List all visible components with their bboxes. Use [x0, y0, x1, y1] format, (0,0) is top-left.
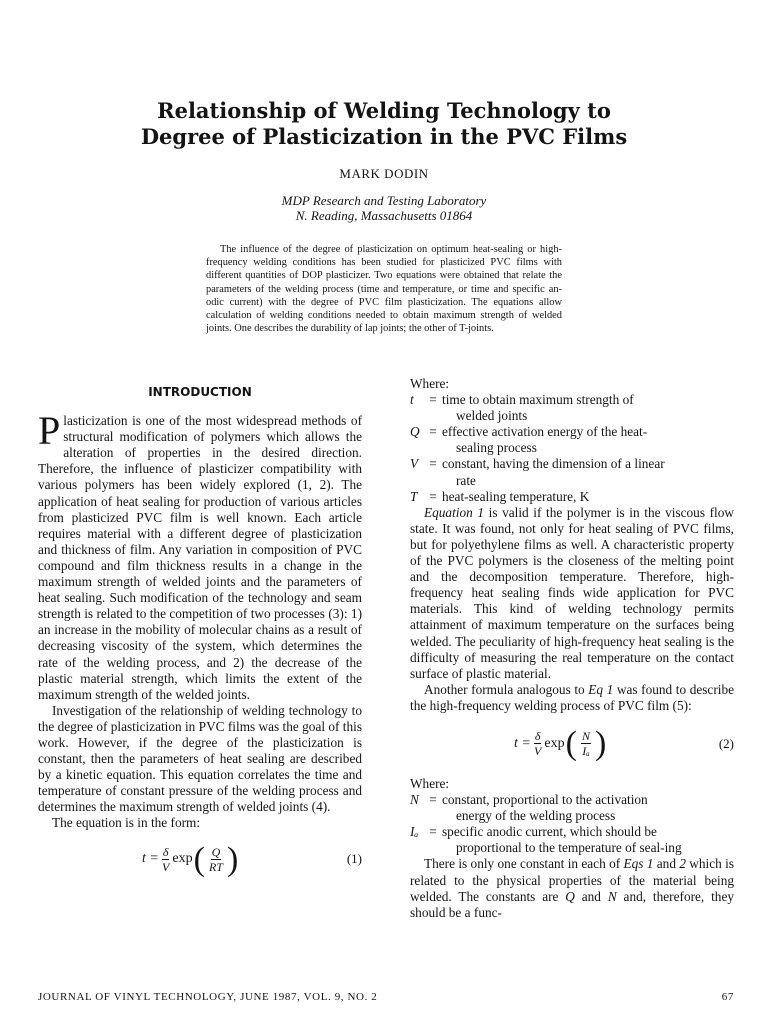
- eq2-frac-den: V: [533, 744, 542, 759]
- eq2-lhs: t =: [514, 735, 531, 751]
- intro-paragraph-3: The equation is in the form:: [52, 815, 201, 831]
- eq2-left-paren: (: [565, 724, 577, 762]
- definition-eq: =: [429, 488, 437, 504]
- definition-continuation: welded joints: [456, 408, 528, 424]
- eq1-number: (1): [346, 851, 362, 867]
- abstract-text: The influence of the degree of plasticization on optimum heat-sealing or high-frequency welding conditions has been studied for plasticized PVC films with different quantities of DOP plasticizer. Two equations were obtained that relate the parameters of the welding process (time and temperature, or time and specific an-odic current) with the degree of PVC film plasticization. The equations allow calculation of welding conditions needed to obtain maximum strength of welded joints. One describes the durability of lap joints; the other of T-joints.: [206, 244, 562, 335]
- intro-paragraph-1-text: lasticization is one of the most widespread methods of structural modification of polymers which allows the alteration of properties in the desired direction. Therefore, the influence of plasticizer compatibility with various polymers has been widely explored (1, 2). The application of heat sealing for production of various articles from plasticized PVC film is well known. Each article requires material with a different degree of plasticization and thickness of film. Any variation in composition of PVC compound and film thickness results in a change in the maximum strength of welded joints and the parameters of heat sealing. Such modification of the technology and seam strength is related to the competition of two processes (3): 1) an increase in the mobility of molecular chains as a result of decreasing viscosity of the system, which determines the rate of the welding process, and 2) the decrease of the plastic material strength, which limits the extent of the maximum strength of the welded joints.: [38, 413, 362, 702]
- definition-text: specific anodic current, which should be: [442, 824, 657, 840]
- eq1-arg-den: RT: [208, 860, 223, 875]
- rp3-b: and: [653, 856, 680, 872]
- drop-cap: P: [38, 408, 61, 454]
- eq2-arg-fraction: [581, 729, 591, 758]
- right-paragraph-2: [410, 682, 734, 714]
- title-line-1: Relationship of Welding Technology to: [157, 98, 611, 123]
- right-paragraph-2-b: was found to describe the high-frequency welding process of PVC film (5):: [410, 681, 734, 713]
- affiliation: [0, 193, 768, 223]
- intro-paragraph-1: [38, 408, 362, 703]
- where-label-2: Where:: [410, 775, 450, 791]
- definition-eq: =: [429, 456, 437, 472]
- definition-sym: t: [410, 392, 414, 408]
- eq1-left-paren: (: [193, 840, 205, 878]
- where-label-1: Where:: [410, 376, 450, 391]
- affiliation-line-2: N. Reading, Massachusetts 01864: [295, 208, 473, 223]
- eq2-arg-den: Iₐ: [582, 744, 590, 759]
- journal-citation: JOURNAL OF VINYL TECHNOLOGY, JUNE 1987, VOL. 9, NO. 2: [38, 991, 378, 1003]
- eq1-frac-num: δ: [162, 845, 169, 860]
- right-paragraph-3: [410, 856, 734, 920]
- eq1-fraction: [162, 845, 170, 874]
- eq1-arg-num: Q: [211, 845, 221, 860]
- eq1-lhs: t =: [142, 851, 159, 867]
- definition-sym: T: [410, 488, 418, 504]
- eq2-number: (2): [718, 735, 734, 751]
- definition-continuation: proportional to the temperature of seal-ing: [456, 840, 682, 856]
- definition-continuation: sealing process: [456, 440, 537, 456]
- definition-text: constant, proportional to the activation: [442, 792, 648, 808]
- rp3-d: and: [574, 888, 608, 904]
- definition-sym: N: [410, 792, 419, 808]
- section-heading: INTRODUCTION: [148, 385, 252, 399]
- rp3-em1: Eqs 1: [623, 856, 654, 872]
- page-number: 67: [721, 991, 734, 1003]
- definition-sym: Q: [410, 424, 420, 440]
- definition-continuation: rate: [456, 472, 476, 488]
- left-column: [38, 384, 362, 888]
- equation-2-body: [514, 724, 607, 762]
- definition-row: [410, 792, 734, 808]
- equation-ref: Equation 1: [424, 504, 485, 520]
- right-paragraph-2-a: Another formula analogous to: [424, 681, 589, 697]
- rp3-e: and, therefore, they should be a func-: [410, 888, 734, 920]
- definition-eq: =: [429, 392, 437, 408]
- definition-continuation: energy of the welding process: [456, 808, 616, 824]
- rp3-em3: Q: [565, 888, 575, 904]
- definition-row: [410, 424, 734, 440]
- definition-eq: =: [429, 792, 437, 808]
- definition-text: effective activation energy of the heat-: [442, 424, 648, 440]
- right-paragraph-2-em: Eq 1: [588, 681, 614, 697]
- rp3-c: which is related to the physical properties of the material being welded. The constants are: [410, 856, 735, 904]
- eq1-right-paren: ): [226, 840, 239, 878]
- eq1-frac-den: V: [161, 860, 170, 875]
- abstract: [206, 243, 562, 335]
- eq2-right-paren: ): [594, 724, 607, 762]
- affiliation-line-1: MDP Research and Testing Laboratory: [281, 193, 487, 208]
- rp3-em2: 2: [679, 856, 686, 872]
- eq2-exp: exp: [544, 735, 565, 751]
- definitions-1: [410, 392, 734, 505]
- definition-text: time to obtain maximum strength of: [442, 392, 634, 408]
- rp3-a: There is only one constant in each of: [424, 856, 624, 872]
- definition-row: [410, 392, 734, 408]
- article-title: [110, 98, 658, 150]
- eq1-exp: exp: [172, 851, 193, 867]
- eq2-arg-num: N: [581, 729, 590, 744]
- intro-paragraph-2: Investigation of the relationship of welding technology to the degree of plasticization in PVC films was the goal of this work. However, if the degree of the plasticization is constant, then the parameters of heat sealing are described by a kinetic equation. This equation correlates the time and temperature of constant pressure of the welding process and determines the maximum strength of welded joints (4).: [38, 702, 362, 815]
- equation-1: [38, 838, 362, 882]
- right-paragraph-1-text: is valid if the polymer is in the viscous flow state. It was found, not only for heat sealing of PVC films, but for polyethylene films as well. A characteristic property of the PVC polymers is the closeness of the melting point and the decomposition temperature. Therefore, high-frequency heat sealing finds wide application for PVC materials. This kind of welding technology permits attainment of maximum temperature on the surfaces being welded. The peculiarity of high-frequency heat sealing is the difficulty of measuring the real temperature on the contact surface of plastic material.: [410, 504, 734, 681]
- page-footer: [38, 991, 734, 1003]
- title-line-2: Degree of Plasticization in the PVC Films: [140, 124, 628, 149]
- right-column: [410, 376, 734, 921]
- definition-row: [410, 824, 734, 840]
- right-paragraph-1: [410, 505, 734, 682]
- definition-text: heat-sealing temperature, K: [442, 488, 590, 504]
- author-name: MARK DODIN: [339, 166, 429, 181]
- equation-1-body: [142, 840, 239, 878]
- definition-sym: Iₐ: [410, 824, 419, 840]
- equation-2: [410, 722, 734, 766]
- eq2-frac-num: δ: [534, 729, 541, 744]
- definition-row: [410, 456, 734, 472]
- eq1-arg-fraction: [209, 845, 223, 874]
- definitions-2: [410, 792, 734, 856]
- rp3-em4: N: [607, 888, 617, 904]
- definition-text: constant, having the dimension of a linear: [442, 456, 665, 472]
- definition-sym: V: [410, 456, 419, 472]
- definition-eq: =: [429, 424, 437, 440]
- definition-eq: =: [429, 824, 437, 840]
- definition-row: [410, 489, 734, 505]
- eq2-fraction: [534, 729, 542, 758]
